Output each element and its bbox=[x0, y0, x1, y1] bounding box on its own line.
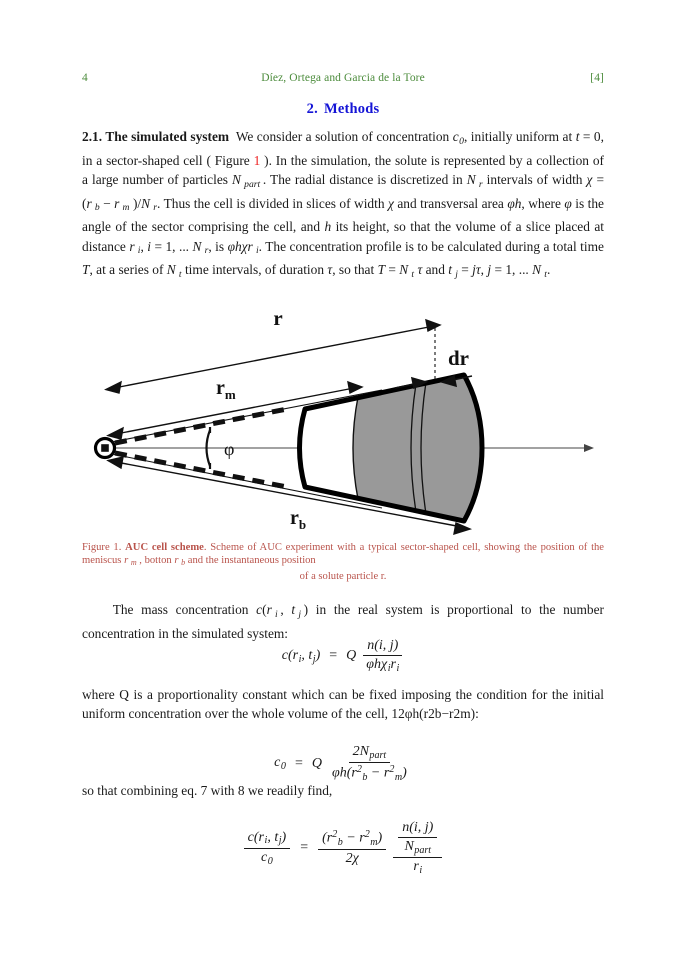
p1-seg-48: time intervals, of duration bbox=[181, 262, 328, 278]
figure-caption-sym-rm-sub: m bbox=[130, 558, 137, 568]
p1-seg-60: = bbox=[457, 262, 473, 278]
p1-seg-35: , bbox=[140, 238, 148, 254]
p1-sym-phi: φ bbox=[564, 195, 572, 211]
figure-caption-text-1: . Scheme of AUC experiment with a typical sector-shaped cell, showing the position of the meniscus bbox=[82, 542, 605, 567]
p1-sym-N2: N bbox=[466, 171, 476, 187]
p1-seg-24: . Thus the cell is divided in slices of width bbox=[157, 195, 388, 211]
dimension-arrow-r bbox=[106, 320, 440, 393]
p2-inline-expression: c(r $_i$ , t $_j$ ) bbox=[256, 602, 309, 620]
figure-caption-text-4: of a solute particle r. bbox=[299, 570, 387, 582]
p1-sym-c: c bbox=[452, 129, 459, 144]
p1-seg-67: . bbox=[546, 262, 551, 278]
p1-sym-T2: T bbox=[377, 262, 386, 278]
eq1-fraction: $\frac{n(i, j)}{\varphi h\chi_ir_i}$ bbox=[362, 638, 403, 674]
p1-seg-28: , where bbox=[521, 195, 565, 211]
paragraph-combining-equations: so that combining eq. 7 with 8 we readily find, bbox=[82, 783, 333, 798]
p1-sub-t3: t bbox=[544, 269, 547, 280]
p1-sym-chi1: χ bbox=[586, 171, 593, 187]
p1-sub-t1: t bbox=[178, 269, 182, 280]
figure-cross-reference[interactable]: 1 bbox=[253, 152, 261, 168]
section-heading bbox=[82, 101, 604, 118]
p1-seg-0: We consider a solution of concentration bbox=[235, 129, 453, 144]
figure-caption-sym-rb-sub: b bbox=[181, 558, 186, 568]
p1-sym-jtau: jτ bbox=[472, 262, 481, 278]
eq1-den-phi-h: φhχ bbox=[366, 657, 388, 673]
p1-sym-j2: j bbox=[487, 262, 492, 278]
eq3-right-fraction: $\frac{\frac{n(i, j)}{N_{part}}}{r_i}$ bbox=[393, 820, 442, 877]
p1-sym-N6: N bbox=[399, 262, 409, 278]
figure-caption-text-3: and the instantaneous position bbox=[185, 555, 316, 567]
p1-seg-64: = 1, ... bbox=[491, 262, 533, 278]
figure-label-r: r bbox=[273, 312, 283, 330]
eq2-fraction: $\frac{2N_{part}}{\varphi h(r^2_b - r^2_m)}$ bbox=[331, 744, 407, 783]
p1-sub-r2: r bbox=[153, 202, 158, 214]
p1-sym-h: h bbox=[324, 219, 332, 235]
eq3-equals: = bbox=[300, 840, 309, 856]
p1-sym-N5: N bbox=[166, 262, 176, 278]
figure-label-rm: $r_m$ bbox=[216, 377, 236, 402]
p1-seg-32: its height, so that the volume of a slice placed at distance bbox=[82, 219, 605, 254]
eq1-equals: = bbox=[329, 648, 338, 664]
auc-cell-svg bbox=[82, 312, 604, 540]
p1-sym-N4: N bbox=[192, 238, 202, 254]
figure-label-rm-sub: m bbox=[224, 387, 236, 402]
p1-sym-N3: N bbox=[141, 195, 151, 211]
p1-seg-57: and bbox=[422, 262, 449, 278]
p1-sym-i: i bbox=[147, 238, 151, 254]
p1-seg-18: − bbox=[99, 195, 115, 211]
p1-seg-43: . The concentration profile is to be calculated during a total time bbox=[258, 238, 604, 254]
p1-sub-t2: t bbox=[411, 269, 415, 280]
p1-seg-7: ). In the simulation, the solute is represented by a collection of a large number of particles bbox=[82, 152, 604, 187]
p1-seg-5: = 0, in a sector-shaped cell ( Figure bbox=[82, 129, 604, 168]
subsection-heading: 2.1. The simulated system bbox=[82, 129, 230, 144]
p1-sym-t2: t bbox=[448, 262, 453, 278]
p1-sym-t: t bbox=[575, 129, 580, 144]
figure-caption-sym-rm: r bbox=[124, 555, 129, 567]
paragraph-mass-concentration bbox=[82, 600, 604, 643]
figure-label-dr: dr bbox=[448, 346, 469, 370]
eq2-numerator: 2N bbox=[352, 744, 369, 759]
p1-sub-m1: m bbox=[122, 202, 130, 214]
section-title: Methods bbox=[323, 101, 380, 117]
figure-label-rb: $r_b$ bbox=[290, 507, 307, 532]
page-number-left: 4 bbox=[82, 72, 88, 84]
p1-seg-13: intervals of width bbox=[482, 171, 587, 187]
p1-sym-r1: r bbox=[86, 195, 92, 211]
p1-sym-r2: r bbox=[114, 195, 120, 211]
figure-caption-label: Figure 1. bbox=[82, 542, 122, 553]
figure-caption bbox=[82, 541, 604, 583]
figure-label-rb-sub: b bbox=[298, 517, 307, 532]
eq3-lhs-fraction: $\frac{c(r_i, t_j)}{c_0}$ bbox=[244, 830, 291, 868]
p1-sub-r1: r bbox=[478, 178, 483, 190]
eq1-coefficient: Q bbox=[346, 648, 357, 664]
p1-seg-40: , is bbox=[208, 238, 228, 254]
p1-sub-r3: r bbox=[204, 245, 209, 257]
p1-seg-30: is the angle of the sector comprising the cell, and bbox=[82, 195, 604, 235]
p1-seg-37: = 1, ... bbox=[150, 238, 193, 254]
equation-1 bbox=[82, 638, 604, 674]
p1-seg-21: )/ bbox=[129, 195, 142, 211]
p1-sym-r3: r bbox=[129, 238, 135, 254]
p1-seg-15: = ( bbox=[82, 171, 605, 211]
p1-seg-3: , initially uniform at bbox=[463, 129, 576, 144]
paragraph-simulated-system bbox=[82, 127, 604, 284]
p1-sym-tau2: τ bbox=[417, 262, 423, 278]
running-head bbox=[82, 72, 604, 90]
p1-sym-tau1: τ bbox=[327, 262, 333, 278]
p1-seg-26: and transversal area bbox=[393, 195, 508, 211]
figure-caption-text-2: , botton bbox=[136, 555, 175, 567]
eq1-numerator: n(i, j) bbox=[367, 638, 399, 653]
p1-sub-part: part bbox=[244, 178, 261, 190]
equation-2 bbox=[82, 744, 604, 783]
figure-auc-cell-scheme bbox=[82, 312, 604, 540]
page-number-bracket: [4] bbox=[590, 72, 604, 84]
figure-caption-title: AUC cell scheme bbox=[125, 542, 204, 553]
rotor-center-icon bbox=[96, 439, 115, 458]
running-head-authors: Díez, Ortega and Garcia de la Tore bbox=[261, 72, 425, 84]
p1-sub-i2: i bbox=[255, 245, 259, 257]
p1-sub-0: 0 bbox=[459, 135, 464, 147]
eq3-mid-fraction: $\frac{(r^2_b - r^2_m)}{2\chi}$ bbox=[318, 829, 386, 867]
p1-seg-45: , at a series of bbox=[89, 262, 167, 278]
section-number: 2. bbox=[306, 101, 318, 117]
p1-seg-50: , so that bbox=[332, 262, 378, 278]
p1-sym-phihchir: φhχr bbox=[227, 238, 253, 254]
p1-sym-N1: N bbox=[232, 171, 241, 187]
p1-sym-phih: φh bbox=[507, 195, 522, 211]
p1-sym-N7: N bbox=[532, 262, 542, 278]
p1-sub-j: j bbox=[455, 269, 458, 280]
p1-seg-52: = bbox=[385, 262, 400, 278]
p2-mid: in the real system is proportional to the number concentration in the simulated system: bbox=[82, 602, 604, 641]
p1-seg-10: . The radial distance is discretized in bbox=[262, 171, 467, 187]
p1-sym-chi2: χ bbox=[387, 195, 394, 211]
p1-sym-T1: T bbox=[82, 262, 90, 278]
figure-caption-sym-rb: r bbox=[174, 555, 179, 567]
paragraph-proportionality-constant: where Q is a proportionality constant which can be fixed imposing the condition for the initial uniform concentration over the whole volume of the cell, 12φh(r2b−r2m): bbox=[82, 687, 604, 722]
eq2-equals: = bbox=[294, 755, 303, 771]
eq3-right-inner-fraction: $\frac{n(i, j)}{N_{part}}$ bbox=[398, 820, 437, 856]
eq2-coefficient: Q bbox=[311, 755, 322, 771]
p2-prefix: The mass concentration bbox=[112, 602, 257, 617]
eq2-lhs: $c_0$ bbox=[274, 755, 286, 773]
p1-sub-b1: b bbox=[94, 202, 100, 214]
p1-sub-i1: i bbox=[137, 245, 141, 257]
eq1-lhs: $c(r_i$, $t_j$) bbox=[281, 647, 321, 665]
p1-seg-62: , bbox=[480, 262, 488, 278]
figure-label-phi: φ bbox=[224, 439, 235, 459]
equation-3 bbox=[82, 820, 604, 877]
